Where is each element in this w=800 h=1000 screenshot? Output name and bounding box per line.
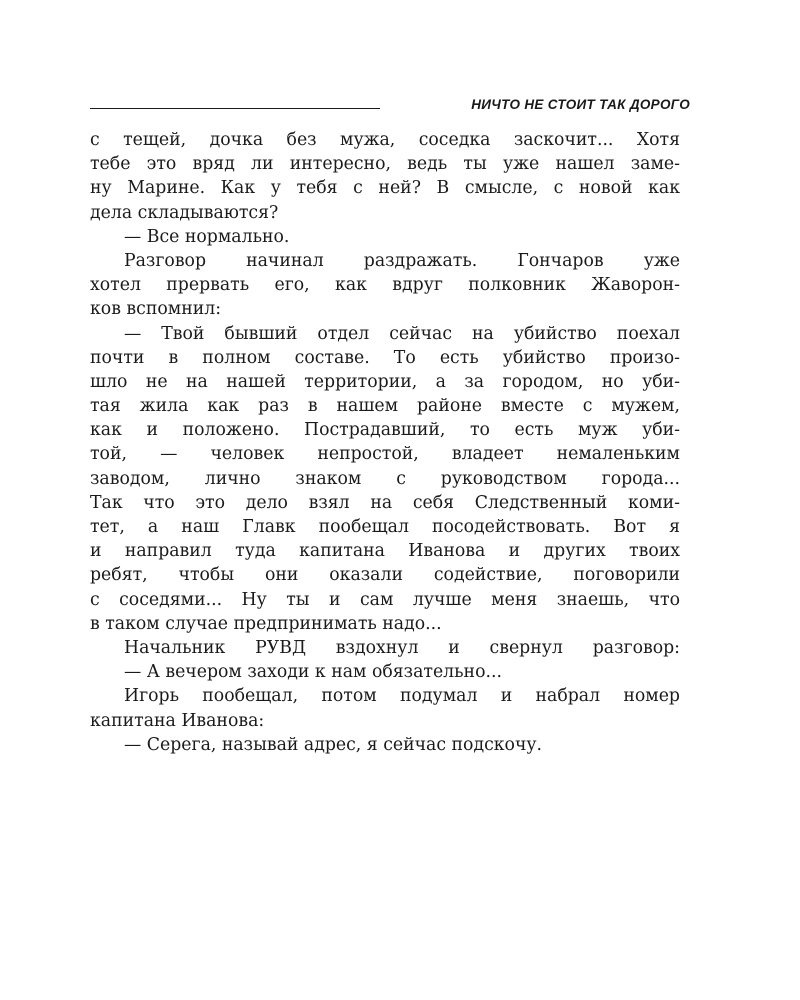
text-line: ребят, чтобы они оказали содействие, поговорили <box>90 565 680 586</box>
text-line: в таком случае предпринимать надо... <box>90 613 442 634</box>
text-line: Начальник РУВД вздохнул и свернул разговор: <box>124 637 680 658</box>
text-line: той, — человек непростой, владеет немаленьким <box>90 444 680 465</box>
text-line: и направил туда капитана Иванова и других твоих <box>90 541 680 562</box>
text-line: ков вспомнил: <box>90 299 222 320</box>
header-rule <box>90 108 380 109</box>
text-line: как и положено. Пострадавший, то есть муж уби- <box>90 420 680 441</box>
text-line: с тещей, дочка без мужа, соседка заскочит... Хотя <box>90 130 680 150</box>
text-line: Так что это дело взял на себя Следственный коми- <box>90 492 680 513</box>
text-line: Игорь пообещал, потом подумал и набрал номер <box>124 686 680 707</box>
body-text <box>90 128 680 757</box>
text-line: — А вечером заходи к нам обязательно... <box>124 662 502 683</box>
text-line: капитана Иванова: <box>90 710 265 731</box>
text-line: тет, а наш Главк пообещал посодействовать. Вот я <box>90 517 680 537</box>
running-header <box>90 92 690 112</box>
text-line: хотел прервать его, как вдруг полковник Жаворон- <box>90 275 680 296</box>
text-line: тебе это вряд ли интересно, ведь ты уже нашел заме- <box>90 154 680 175</box>
text-line: шло не на нашей территории, а за городом, но уби- <box>90 371 680 392</box>
text-line: Разговор начинал раздражать. Гончаров уже <box>124 250 680 271</box>
text-line: — Твой бывший отдел сейчас на убийство поехал <box>124 323 680 344</box>
running-header-title: НИЧТО НЕ СТОИТ ТАК ДОРОГО <box>471 97 690 112</box>
text-line: почти в полном составе. То есть убийство произо- <box>90 347 680 368</box>
text-line: заводом, лично знаком с руководством города... <box>90 468 680 489</box>
text-line: с соседями... Ну ты и сам лучше меня знаешь, что <box>90 589 680 610</box>
text-line: дела складываются? <box>90 202 279 223</box>
text-line: — Все нормально. <box>124 226 290 247</box>
text-line: — Серега, называй адрес, я сейчас подскочу. <box>124 734 543 755</box>
text-line: ну Марине. Как у тебя с ней? В смысле, с новой как <box>90 178 680 199</box>
text-line: тая жила как раз в нашем районе вместе с мужем, <box>90 396 680 417</box>
